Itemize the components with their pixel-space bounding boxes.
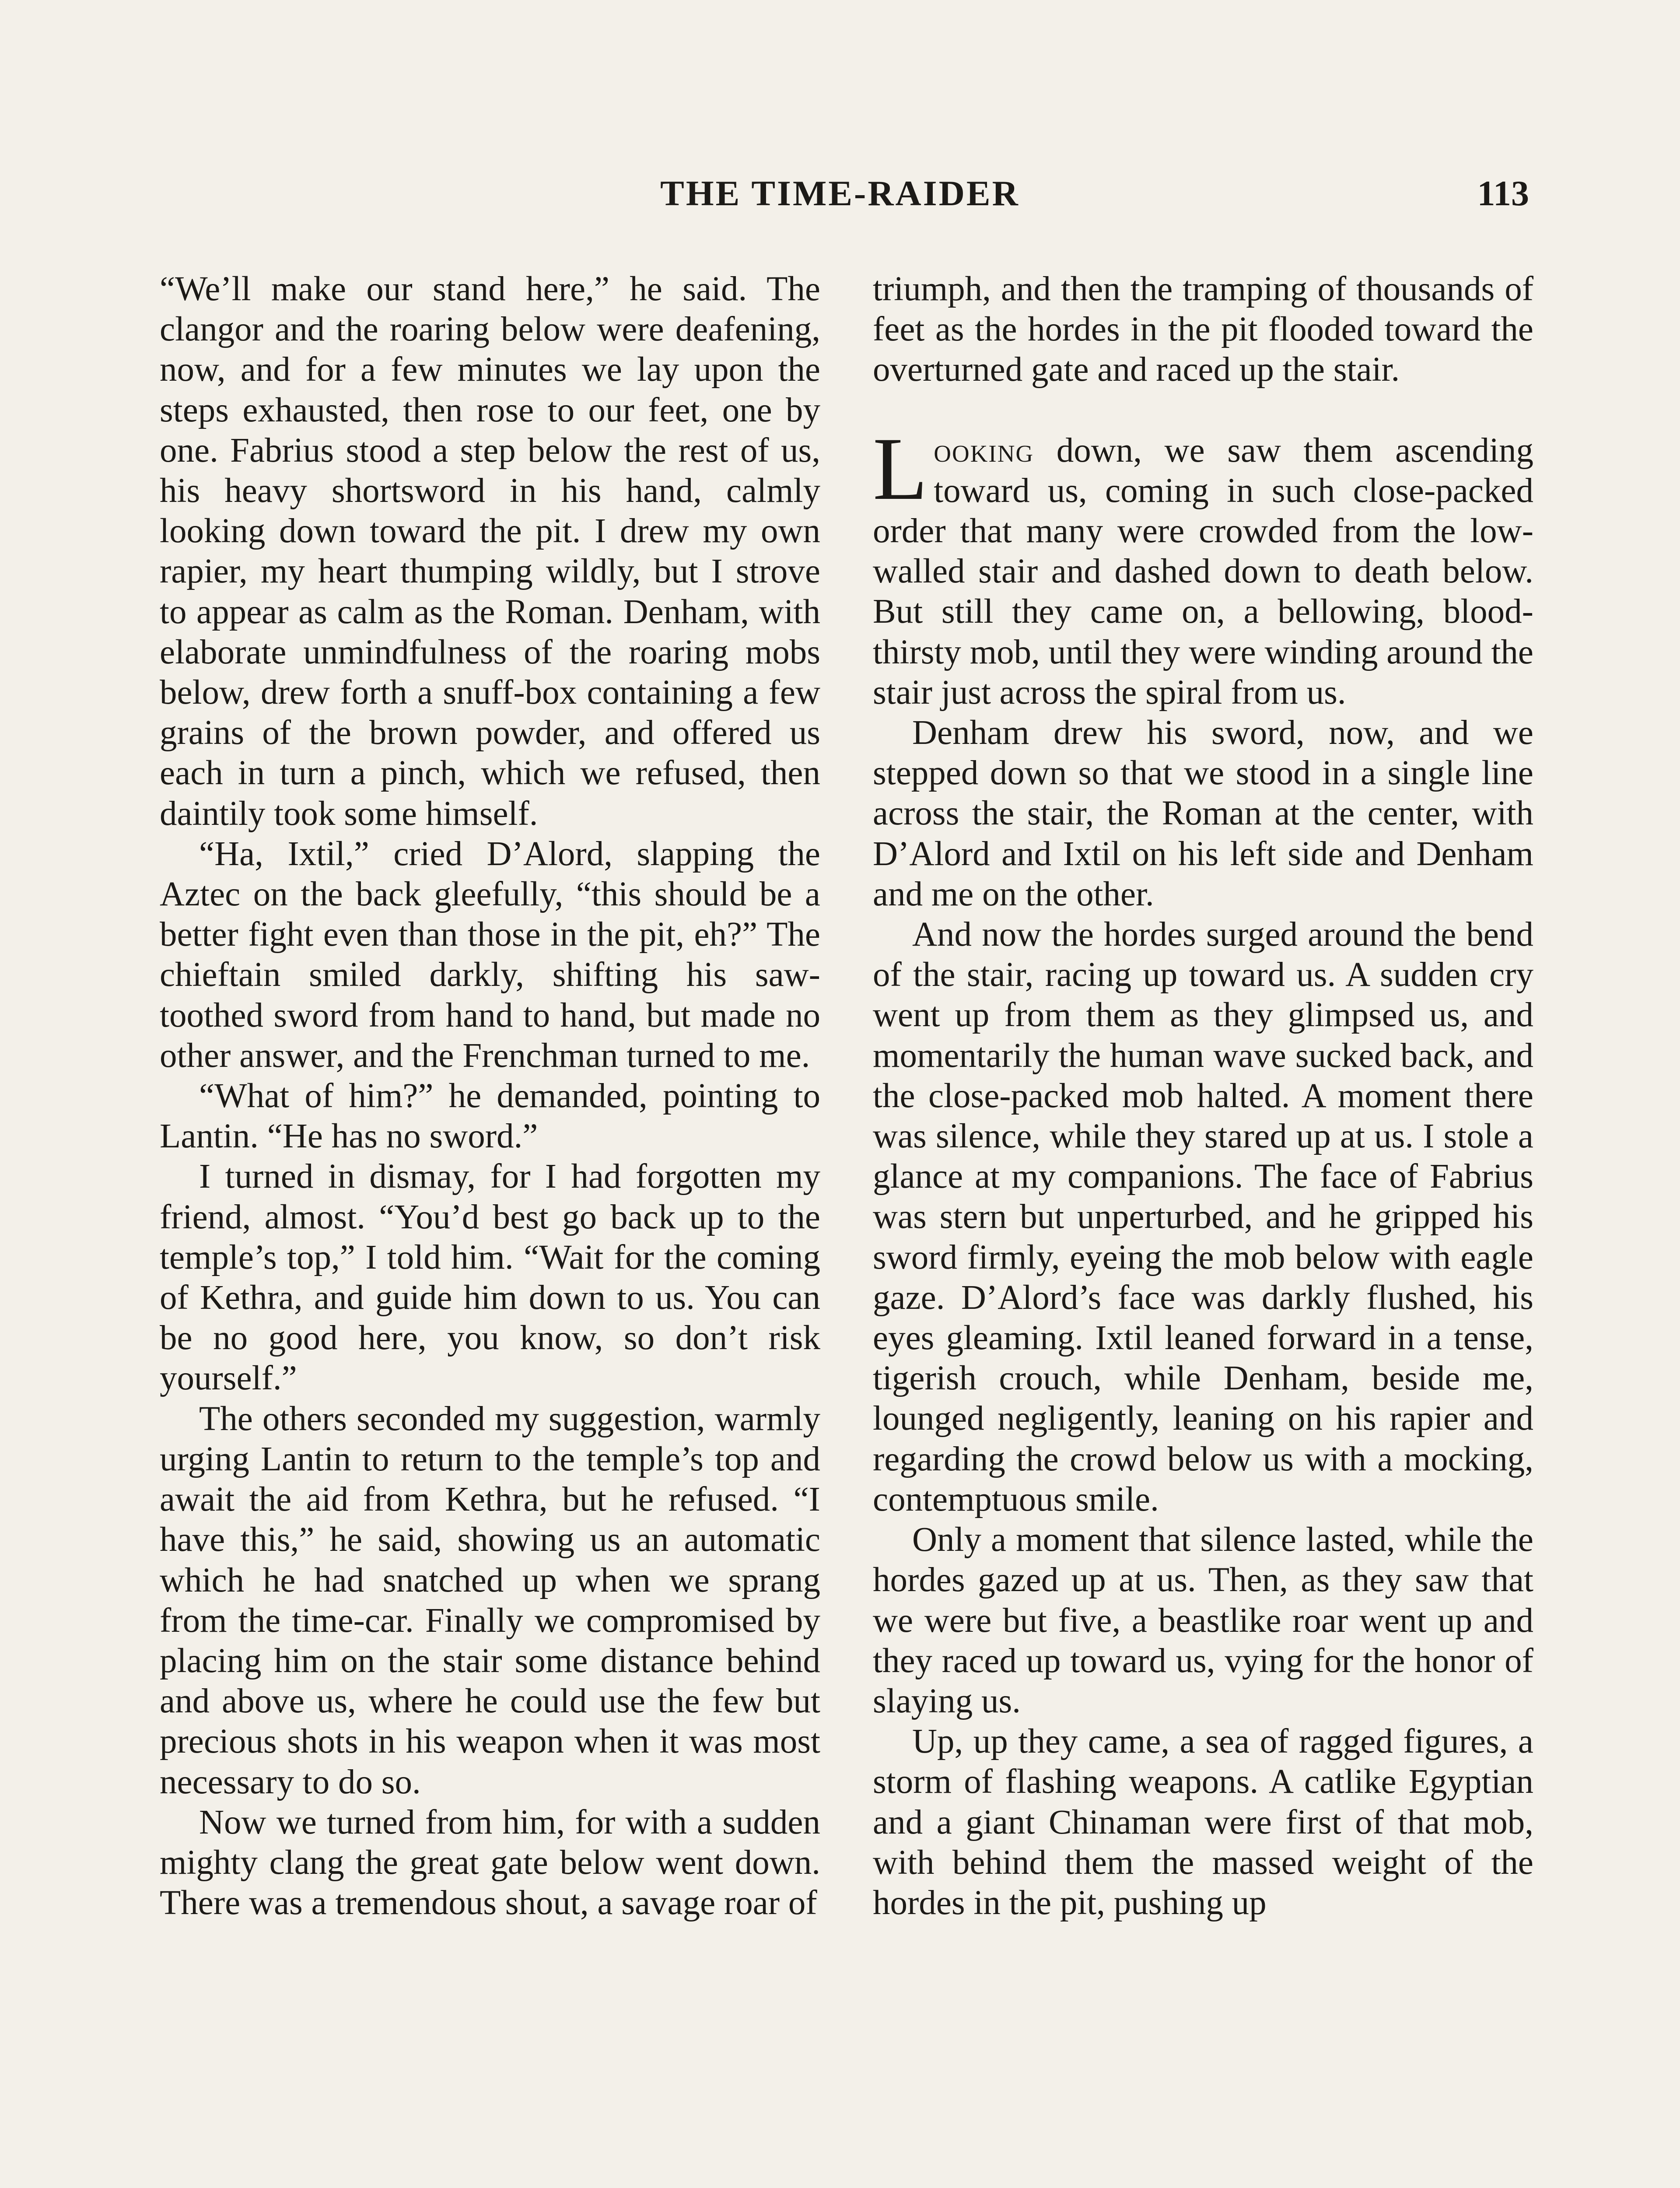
small-caps-lead: ooking bbox=[934, 431, 1034, 470]
page-number: 113 bbox=[1477, 173, 1529, 213]
paragraph: “We’ll make our stand here,” he said. The clangor and the roaring below were deafening, now, and for a few minutes we lay upon the steps exhausted, then rose to our feet, one by one. Fabrius stood a step below the rest of us, his heavy shortsword in his hand, calmly looking down toward the pit. I drew my own rapier, my heart thumping wildly, but I strove to appear as calm as the Roman. Denham, with elaborate unmindfulness of the roaring mobs below, drew forth a snuff-box containing a few grains of the brown powder, and offered us each in turn a pinch, which we refused, then daintily took some himself. bbox=[160, 270, 820, 833]
running-title: THE TIME-RAIDER bbox=[660, 173, 1020, 213]
paragraph: Now we turned from him, for with a sudden mighty clang the great gate below went down. There was a tremendous shout, a savage roar of bbox=[160, 1803, 820, 1922]
paragraph: I turned in dismay, for I had forgotten my friend, almost. “You’d best go back up to the temple’s top,” I told him. “Wait for the coming of Kethra, and guide him down to us. You can be no good here, you know, so don’t risk yourself.” bbox=[160, 1157, 820, 1398]
section-opening-paragraph bbox=[873, 419, 1533, 713]
paragraph: And now the hordes surged around the bend of the stair, racing up toward us. A sudden cry went up from them as they glimpsed us, and momentarily the human wave sucked back, and the close-packed mob halted. A moment there was silence, while they stared up at us. I stole a glance at my companions. The face of Fabrius was stern but unperturbed, and he gripped his sword firmly, eyeing the mob below with eagle gaze. D’Alord’s face was darkly flushed, his eyes gleaming. Ixtil leaned forward in a tense, tigerish crouch, while Denham, beside me, lounged negligently, leaning on his rapier and regarding the crowd below us with a mocking, contemptuous smile. bbox=[873, 915, 1533, 1518]
paragraph: Denham drew his sword, now, and we stepped down so that we stood in a single line across the stair, the Roman at the center, with D’Alord and Ixtil on his left side and Denham and me on the other. bbox=[873, 714, 1533, 913]
paragraph: “What of him?” he demanded, pointing to Lantin. “He has no sword.” bbox=[160, 1077, 820, 1156]
paragraph: Up, up they came, a sea of ragged figures, a storm of flashing weapons. A catlike Egyptian and a giant Chinaman were first of that mob, with behind them the massed weight of the hordes in the pit, pushing up bbox=[873, 1722, 1533, 1922]
paragraph: “Ha, Ixtil,” cried D’Alord, slapping the Aztec on the back gleefully, “this should be a better fight even than those in the pit, eh?” The chieftain smiled darkly, shifting his saw-toothed sword from hand to hand, but made no other answer, and the Frenchman turned to me. bbox=[160, 835, 820, 1075]
drop-cap: L bbox=[873, 419, 928, 519]
left-column bbox=[160, 269, 820, 1923]
paragraph: Only a moment that silence lasted, while the hordes gazed up at us. Then, as they saw that we were but five, a beastlike roar went up and they raced up toward us, vying for the honor of slaying us. bbox=[873, 1521, 1533, 1720]
paragraph: The others seconded my suggestion, warmly urging Lantin to return to the temple’s top and await the aid from Kethra, but he refused. “I have this,” he said, showing us an automatic which he had snatched up when we sprang from the time-car. Finally we compromised by placing him on the stair some distance behind and above us, where he could use the few but precious shots in his weapon when it was most necessary to do so. bbox=[160, 1399, 820, 1801]
section-text: down, we saw them ascending toward us, coming in such close-packed order that many were crowded from the low-walled stair and dashed down to death below. But still they came on, a bellowing, blood-thirsty mob, until they were winding around the stair just across the spiral from us. bbox=[873, 431, 1533, 712]
right-column bbox=[873, 269, 1533, 1923]
paragraph: triumph, and then the tramping of thousands of feet as the hordes in the pit flooded toward the overturned gate and raced up the stair. bbox=[873, 270, 1533, 389]
